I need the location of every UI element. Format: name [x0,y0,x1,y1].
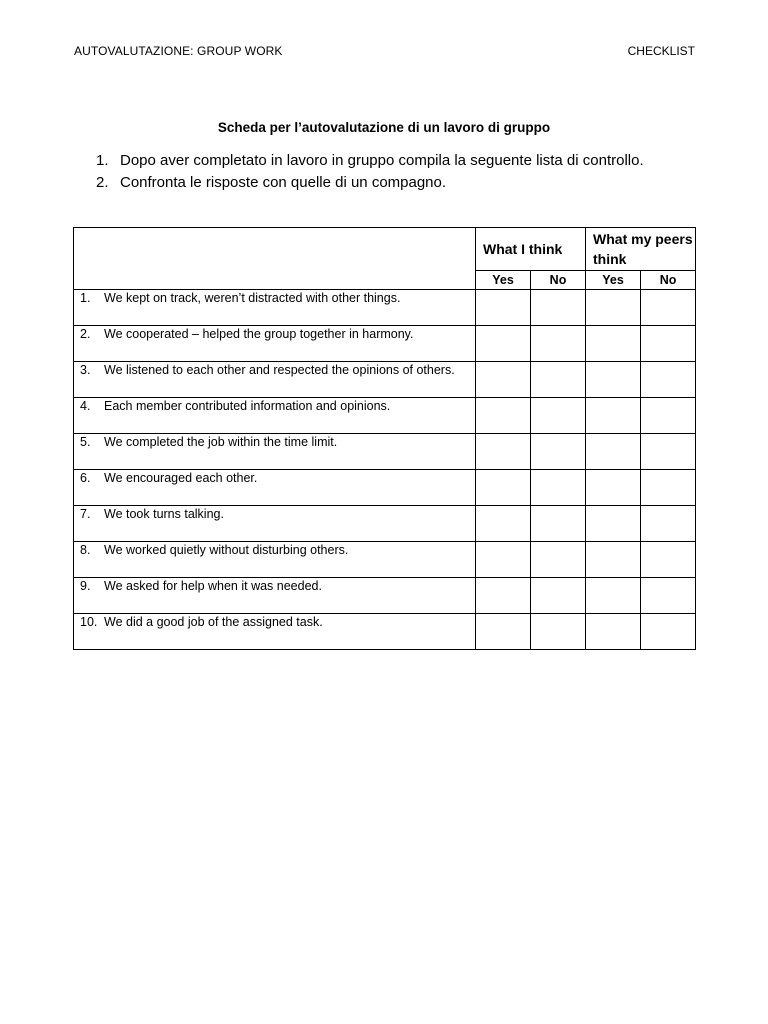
self-yes-checkbox[interactable] [476,398,531,434]
table-row [74,578,696,614]
statement-number: 6. [80,471,91,485]
statement-cell [74,578,476,614]
self-no-checkbox[interactable] [531,506,586,542]
statement-number: 2. [80,327,91,341]
table-row [74,506,696,542]
peers-no-checkbox[interactable] [641,434,696,470]
statement-cell [74,434,476,470]
table-row [74,398,696,434]
peers-no-checkbox[interactable] [641,542,696,578]
peers-yes-checkbox[interactable] [586,470,641,506]
self-no-checkbox[interactable] [531,290,586,326]
peers-yes-checkbox[interactable] [586,578,641,614]
statement-number: 9. [80,579,91,593]
self-yes-checkbox[interactable] [476,614,531,650]
statement-number: 8. [80,543,91,557]
instruction-item [96,172,656,194]
self-no-checkbox[interactable] [531,578,586,614]
statement-cell [74,470,476,506]
peers-no-checkbox[interactable] [641,578,696,614]
peers-no-checkbox[interactable] [641,362,696,398]
instruction-text: Confronta le risposte con quelle di un compagno. [120,174,447,191]
statement-cell [74,326,476,362]
peers-no-checkbox[interactable] [641,614,696,650]
instruction-text: Dopo aver completato in lavoro in gruppo compila la seguente lista di controllo. [120,152,644,169]
statement-text: We cooperated – helped the group together in harmony. [104,327,414,341]
peers-yes-checkbox[interactable] [586,398,641,434]
statement-text: We encouraged each other. [104,471,258,485]
checklist-table [73,227,696,650]
statement-cell [74,398,476,434]
peers-yes-checkbox[interactable] [586,506,641,542]
subheader-peers-no: No [641,271,696,290]
header-what-my-peers-think: What my peers think [586,228,696,271]
self-no-checkbox[interactable] [531,470,586,506]
peers-no-checkbox[interactable] [641,506,696,542]
table-row [74,542,696,578]
peers-no-checkbox[interactable] [641,398,696,434]
instruction-number: 2. [96,174,109,191]
peers-yes-checkbox[interactable] [586,614,641,650]
table-row [74,470,696,506]
table-row [74,362,696,398]
statement-text: We took turns talking. [104,507,224,521]
document-title: Scheda per l’autovalutazione di un lavoro di gruppo [217,120,551,135]
table-header-row [74,228,696,271]
header-what-i-think: What I think [476,228,586,271]
statement-number: 3. [80,363,91,377]
statement-text: We completed the job within the time limit. [104,435,338,449]
instructions-list [96,150,656,194]
statement-number: 4. [80,399,91,413]
statement-number: 7. [80,507,91,521]
header-right-label: CHECKLIST [627,44,695,58]
subheader-peers-yes: Yes [586,271,641,290]
statement-cell [74,362,476,398]
statement-cell [74,290,476,326]
self-no-checkbox[interactable] [531,398,586,434]
statement-cell [74,614,476,650]
self-yes-checkbox[interactable] [476,290,531,326]
instruction-number: 1. [96,152,109,169]
self-no-checkbox[interactable] [531,326,586,362]
statement-text: We worked quietly without disturbing others. [104,543,349,557]
self-no-checkbox[interactable] [531,434,586,470]
self-yes-checkbox[interactable] [476,326,531,362]
peers-yes-checkbox[interactable] [586,434,641,470]
statement-number: 10. [80,615,98,629]
statement-header-cell [74,228,476,290]
table-row [74,290,696,326]
statement-cell [74,506,476,542]
subheader-self-no: No [531,271,586,290]
statement-text: Each member contributed information and opinions. [104,399,391,413]
peers-yes-checkbox[interactable] [586,542,641,578]
peers-yes-checkbox[interactable] [586,290,641,326]
statement-text: We listened to each other and respected the opinions of others. [104,363,455,377]
peers-no-checkbox[interactable] [641,326,696,362]
self-yes-checkbox[interactable] [476,470,531,506]
subheader-self-yes: Yes [476,271,531,290]
table-row [74,614,696,650]
self-yes-checkbox[interactable] [476,578,531,614]
self-yes-checkbox[interactable] [476,542,531,578]
statement-text: We kept on track, weren’t distracted with other things. [104,291,401,305]
peers-yes-checkbox[interactable] [586,326,641,362]
statement-text: We asked for help when it was needed. [104,579,322,593]
table-row [74,326,696,362]
instruction-item [96,150,656,172]
statement-number: 5. [80,435,91,449]
statement-cell [74,542,476,578]
self-no-checkbox[interactable] [531,362,586,398]
self-yes-checkbox[interactable] [476,362,531,398]
self-yes-checkbox[interactable] [476,434,531,470]
self-no-checkbox[interactable] [531,542,586,578]
self-yes-checkbox[interactable] [476,506,531,542]
self-no-checkbox[interactable] [531,614,586,650]
statement-text: We did a good job of the assigned task. [104,615,323,629]
header-left-label: AUTOVALUTAZIONE: GROUP WORK [74,44,283,58]
peers-yes-checkbox[interactable] [586,362,641,398]
peers-no-checkbox[interactable] [641,470,696,506]
table-row [74,434,696,470]
peers-no-checkbox[interactable] [641,290,696,326]
statement-number: 1. [80,291,91,305]
